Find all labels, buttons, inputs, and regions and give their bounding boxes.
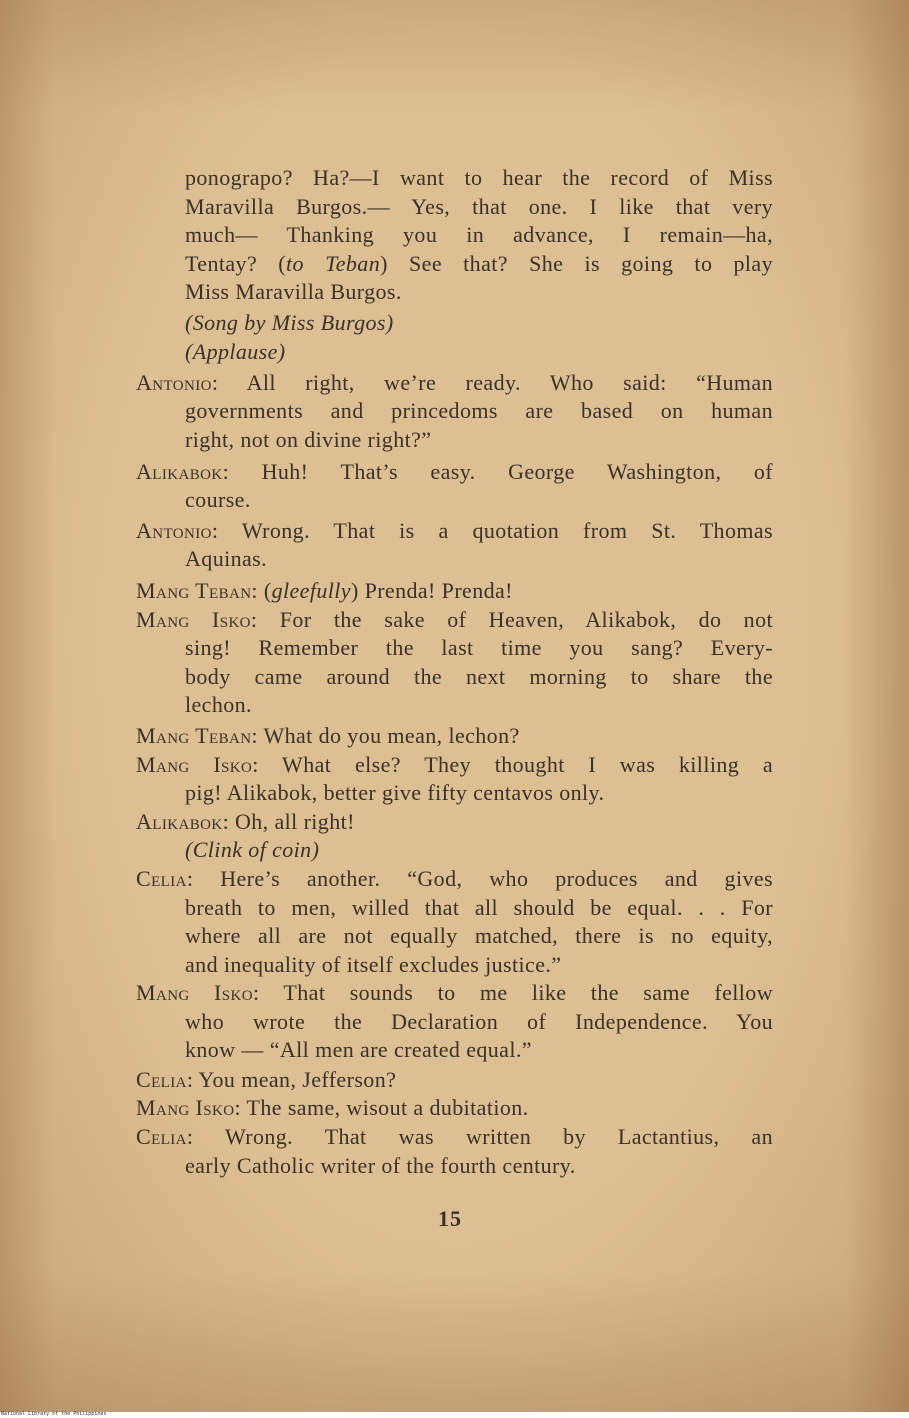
line-text: early Catholic writer of the fourth century. <box>185 1153 576 1178</box>
text-line <box>185 250 773 278</box>
speaker-name: Mang Teban: <box>136 578 258 603</box>
line-text: What do you mean, lechon? <box>257 723 520 748</box>
dialogue-line <box>136 517 773 545</box>
speaker-name: Celia: <box>136 866 194 891</box>
text-line <box>185 486 251 514</box>
speaker-name: Mang Teban: <box>136 723 258 748</box>
speaker-name: Alikabok: <box>136 459 230 484</box>
speaker-name: Mang Isko: <box>136 980 260 1005</box>
line-text: know — “All men are created equal.” <box>185 1037 532 1062</box>
dialogue-line <box>136 1066 396 1094</box>
dialogue-line <box>136 577 513 605</box>
line-text: Aquinas. <box>185 546 268 571</box>
speaker-name: Mang Isko: <box>136 607 258 632</box>
scan-footer-strip <box>0 1412 909 1418</box>
text-line <box>185 922 773 950</box>
text-line <box>185 1036 532 1064</box>
text-line <box>185 193 773 221</box>
text-line <box>185 164 773 192</box>
dialogue-line <box>136 458 773 486</box>
dialogue-line <box>136 865 773 893</box>
stage-direction-text: (Applause) <box>185 339 286 364</box>
text-line <box>185 426 431 454</box>
scan-credit: National Library of the Philippines <box>1 1411 107 1417</box>
line-text: Wrong. That is a quotation from St. Thomas <box>218 518 773 543</box>
line-text: right, not on divine right?” <box>185 427 432 452</box>
line-text: pig! Alikabok, better give fifty centavos only. <box>185 780 605 805</box>
dialogue-line <box>136 979 773 1007</box>
dialogue-line <box>136 751 773 779</box>
line-text: ponograpo? Ha?—I want to hear the record of Miss <box>185 165 773 190</box>
text-line <box>185 634 773 662</box>
line-text: That sounds to me like the same fellow <box>259 980 773 1005</box>
text-line <box>185 1008 773 1036</box>
speaker-name: Mang Isko: <box>136 752 259 777</box>
stage-direction: gleefully <box>271 578 351 603</box>
dialogue-line <box>136 1123 773 1151</box>
line-text: The same, wisout a dubitation. <box>241 1095 529 1120</box>
stage-direction <box>185 309 394 337</box>
line-text: who wrote the Declaration of Independence. You <box>185 1009 773 1034</box>
line-text: Here’s another. “God, who produces and gives <box>193 866 773 891</box>
speaker-name: Antonio: <box>136 370 219 395</box>
speaker-name: Antonio: <box>136 518 219 543</box>
line-text: lechon. <box>185 692 252 717</box>
line-text: Tentay? ( <box>185 251 287 276</box>
line-text: sing! Remember the last time you sang? Every- <box>185 635 773 660</box>
line-text: Miss Maravilla Burgos. <box>185 279 402 304</box>
text-line <box>185 894 773 922</box>
line-text: You mean, Jefferson? <box>193 1067 397 1092</box>
text-line <box>185 221 773 249</box>
line-text: course. <box>185 487 251 512</box>
line-text: Huh! That’s easy. George Washington, of <box>229 459 773 484</box>
speaker-name: Mang Isko: <box>136 1095 242 1120</box>
text-line <box>185 663 773 691</box>
stage-direction <box>185 338 286 366</box>
text-line <box>185 278 402 306</box>
dialogue-line <box>136 722 520 750</box>
line-text: breath to men, willed that all should be equal. . . For <box>185 895 773 920</box>
line-text: governments and princedoms are based on human <box>185 398 773 423</box>
line-text: where all are not equally matched, there is no equity, <box>185 923 773 948</box>
line-text: body came around the next morning to share the <box>185 664 773 689</box>
stage-direction-text: (Song by Miss Burgos) <box>185 310 394 335</box>
line-text: All right, we’re ready. Who said: “Human <box>218 370 773 395</box>
text-line <box>185 397 773 425</box>
stage-direction-text: (Clink of coin) <box>185 837 320 862</box>
text-line <box>185 951 561 979</box>
dialogue-line <box>136 1094 529 1122</box>
line-text: ( <box>257 578 272 603</box>
dialogue-line <box>136 369 773 397</box>
page-number: 15 <box>438 1206 462 1231</box>
dialogue-line <box>136 808 355 836</box>
speaker-name: Celia: <box>136 1067 194 1092</box>
speaker-name: Celia: <box>136 1124 194 1149</box>
line-text: ) Prenda! Prenda! <box>350 578 513 603</box>
line-text: Maravilla Burgos.— Yes, that one. I like that very <box>185 194 773 219</box>
stage-direction <box>185 836 319 864</box>
text-line <box>185 779 604 807</box>
text-line <box>185 691 252 719</box>
line-text: Oh, all right! <box>229 809 355 834</box>
line-text: Wrong. That was written by Lactantius, an <box>193 1124 773 1149</box>
dialogue-line <box>136 606 773 634</box>
speaker-name: Alikabok: <box>136 809 230 834</box>
line-text: and inequality of itself excludes justice.” <box>185 952 562 977</box>
text-line <box>185 545 267 573</box>
line-text: For the sake of Heaven, Alikabok, do not <box>257 607 773 632</box>
line-text: What else? They thought I was killing a <box>258 752 773 777</box>
line-text: much— Thanking you in advance, I remain—ha, <box>185 222 773 247</box>
stage-direction: to Teban <box>286 251 381 276</box>
line-text: ) See that? She is going to play <box>380 251 773 276</box>
text-line <box>185 1152 576 1180</box>
